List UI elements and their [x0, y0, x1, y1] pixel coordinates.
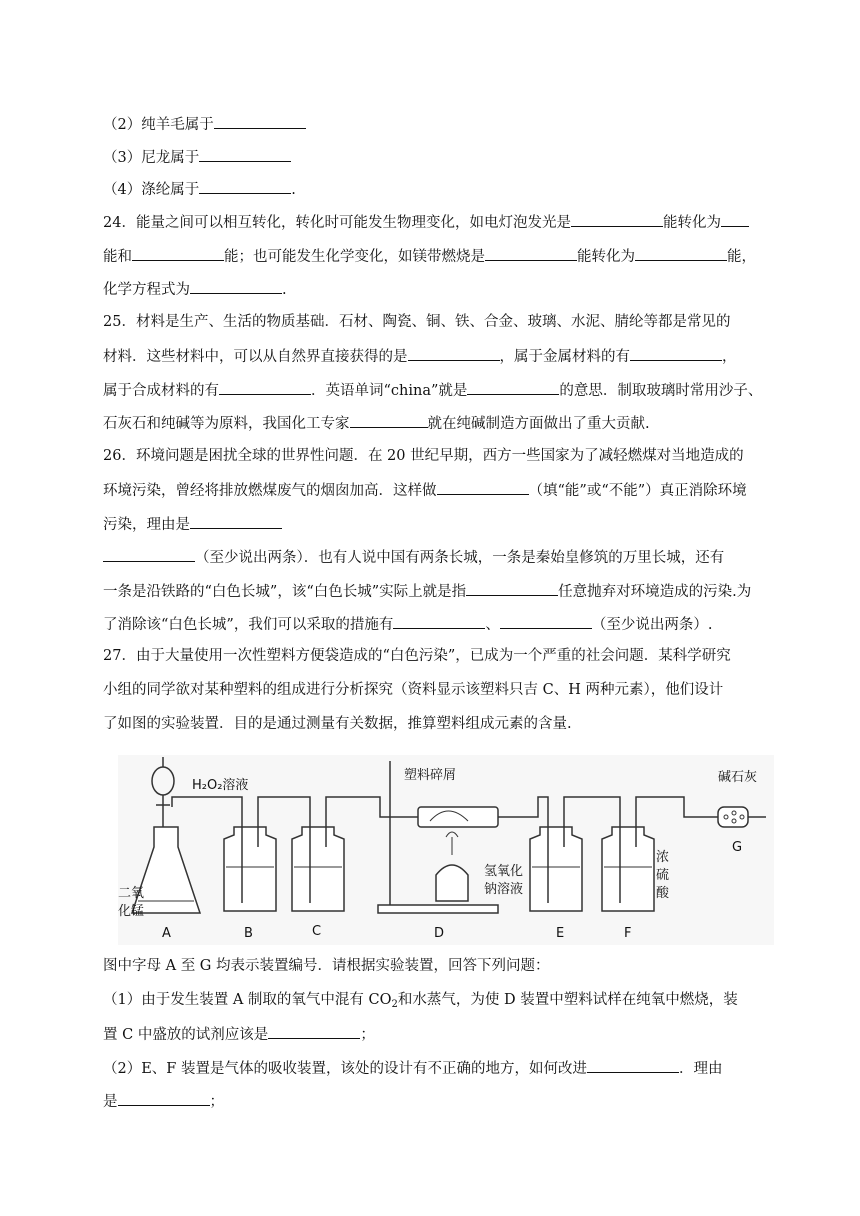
q25-line-2: 材料．这些材料中，可以从自然界直接获得的是 ，属于金属材料的有 ， [103, 345, 763, 367]
q27-sub-2-line-2: 是 ； [103, 1090, 763, 1112]
answer-blank[interactable] [268, 1023, 360, 1039]
q27-sub-1-line-2: 置 C 中盛放的试剂应该是 ； [103, 1023, 763, 1045]
answer-blank[interactable] [408, 345, 500, 361]
letter-f: F [624, 926, 632, 941]
q26-line-2: 环境污染，曾经将排放燃煤废气的烟囱加高．这样做 （填“能”或“不能”）真正消除环境 [103, 479, 763, 501]
answer-blank[interactable] [132, 245, 224, 261]
label-mno2-1: 二氧 [118, 886, 145, 901]
q25-line-1: 25．材料是生产、生活的物质基础．石材、陶瓷、铜、铁、合金、玻璃、水泥、腈纶等都是常见的 [103, 314, 731, 330]
letter-a: A [162, 926, 171, 941]
answer-blank[interactable] [190, 278, 282, 294]
apparatus-c [292, 827, 344, 911]
q26-line-6: 了消除该“白色长城”，我们可以采取的措施有 、 （至少说出两条）. [103, 613, 763, 635]
apparatus-b [224, 827, 276, 911]
q23-item-4: （4）涤纶属于 . [103, 178, 763, 200]
q27-sub-1-line-1: （1）由于发生装置 A 制取的氧气中混有 $CO_2$和水蒸气，为使 D 装置中塑料试样在纯氧中燃烧，装 [103, 992, 738, 1010]
q23-item-2: （2）纯羊毛属于 [103, 113, 763, 135]
letter-b: B [244, 926, 253, 941]
q26-line-1: 26．环境问题是困扰全球的世界性问题．在 20 世纪早期，西方一些国家为了减轻燃煤对当地造成的 [103, 448, 744, 464]
apparatus-f [602, 827, 654, 911]
q27-line-1: 27．由于大量使用一次性塑料方便袋造成的“白色污染”，已成为一个严重的社会问题．某科学研究 [103, 648, 731, 664]
q27-caption: 图中字母 A 至 G 均表示装置编号．请根据实验装置，回答下列问题： [103, 958, 550, 974]
answer-blank[interactable] [571, 211, 663, 227]
label-plastic: 塑料碎屑 [404, 768, 457, 783]
answer-blank[interactable] [587, 1057, 679, 1073]
answer-blank[interactable] [721, 211, 749, 227]
answer-blank[interactable] [467, 379, 559, 395]
label-naoh-1: 氢氧化 [484, 864, 524, 879]
q23-item-3: （3）尼龙属于 [103, 146, 763, 168]
label-naoh-2: 钠溶液 [484, 882, 524, 897]
q25-line-3: 属于合成材料的有 ．英语单词“china”就是 的意思．制取玻璃时常用沙子、 [103, 379, 763, 401]
answer-blank[interactable] [635, 245, 727, 261]
answer-blank[interactable] [103, 546, 195, 562]
label-h2so4-3: 酸 [656, 886, 670, 901]
answer-blank[interactable] [393, 613, 485, 629]
answer-blank[interactable] [199, 178, 291, 194]
q26-line-5: 一条是沿铁路的“白色长城”，该“白色长城”实际上就是指 任意抛弃对环境造成的污染.为 [103, 580, 763, 602]
answer-blank[interactable] [219, 379, 311, 395]
letter-c: C [312, 924, 322, 939]
answer-blank[interactable] [630, 345, 722, 361]
answer-blank[interactable] [118, 1090, 210, 1106]
answer-blank[interactable] [199, 146, 291, 162]
label-mno2-2: 化锰 [118, 904, 145, 919]
q24-line-2: 能和 能；也可能发生化学变化，如镁带燃烧是 能转化为 能， [103, 245, 763, 267]
answer-blank[interactable] [466, 580, 558, 596]
answer-blank[interactable] [214, 113, 306, 129]
q27-sub-2-line-1: （2）E、F 装置是气体的吸收装置，该处的设计有不正确的地方，如何改进 ．理由 [103, 1057, 763, 1079]
q24-line-1: 24．能量之间可以相互转化，转化时可能发生物理变化，如电灯泡发光是 能转化为 [103, 211, 763, 233]
answer-blank[interactable] [350, 412, 428, 428]
letter-e: E [556, 926, 565, 941]
letter-g: G [732, 840, 743, 855]
q25-line-4: 石灰石和纯碱等为原料，我国化工专家 就在纯碱制造方面做出了重大贡献. [103, 412, 763, 434]
apparatus-e [530, 827, 582, 911]
q27-line-3: 了如图的实验装置．目的是通过测量有关数据，推算塑料组成元素的含量. [103, 716, 572, 732]
answer-blank[interactable] [485, 245, 577, 261]
label-h2so4-1: 浓 [656, 850, 670, 865]
label-soda-lime: 碱石灰 [718, 770, 758, 785]
answer-blank[interactable] [437, 479, 529, 495]
letter-d: D [434, 926, 445, 941]
answer-blank[interactable] [500, 613, 592, 629]
experiment-apparatus-figure [118, 755, 774, 945]
q26-line-4: （至少说出两条）．也有人说中国有两条长城，一条是秦始皇修筑的万里长城，还有 [103, 546, 763, 568]
q26-line-3: 污染，理由是 [103, 513, 763, 535]
q24-line-3: 化学方程式为 . [103, 278, 763, 300]
label-h2o2: H₂O₂溶液 [192, 778, 249, 793]
label-h2so4-2: 硫 [656, 868, 670, 883]
q27-line-2: 小组的同学欲对某种塑料的组成进行分析探究（资料显示该塑料只吉 C、H 两种元素），他们设计 [103, 682, 724, 698]
answer-blank[interactable] [190, 513, 282, 529]
